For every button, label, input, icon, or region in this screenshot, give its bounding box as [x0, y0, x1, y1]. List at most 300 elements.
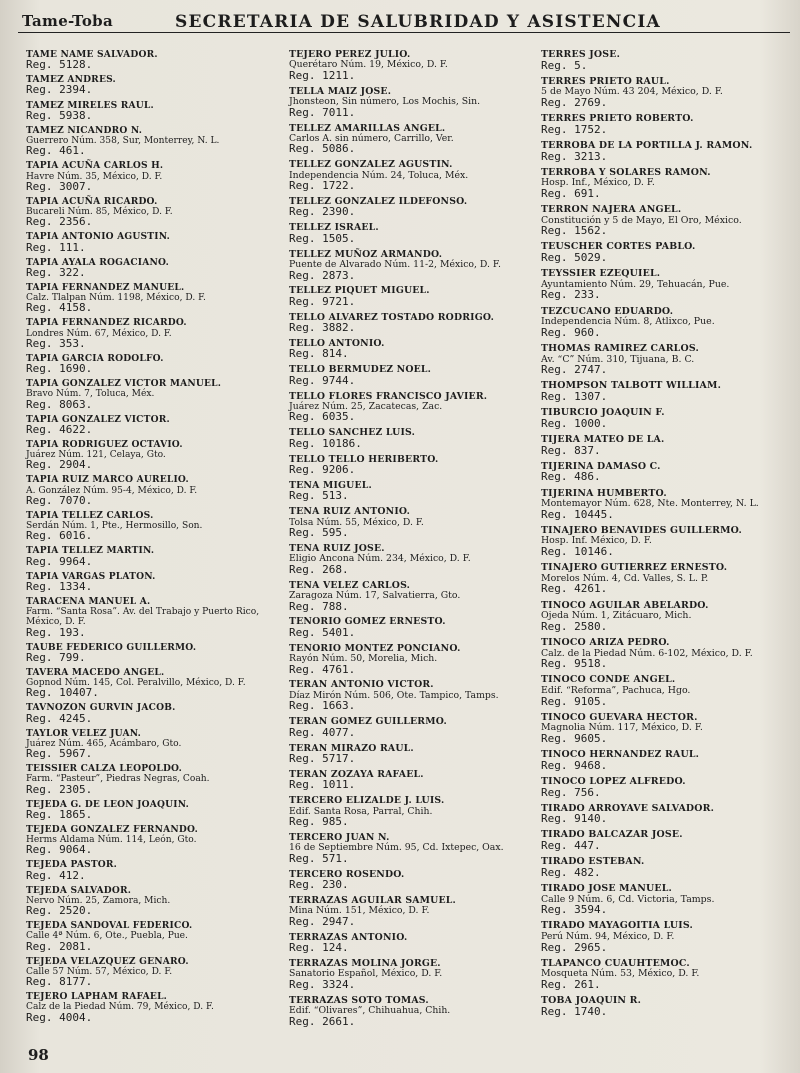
- entry-registration: Reg. 1865.: [26, 807, 93, 821]
- entry-address: Calz. de la Piedad Núm. 6-102, México, D. F.: [541, 647, 753, 659]
- entry-registration: Reg. 4622.: [26, 422, 93, 436]
- directory-entry: [26, 354, 288, 374]
- directory-entry: [26, 511, 288, 541]
- directory-entry: [541, 563, 796, 595]
- entry-name: TINAJERO GUTIERREZ ERNESTO.: [541, 562, 728, 574]
- directory-entry: [26, 101, 288, 121]
- entry-name: TERROBA Y SOLARES RAMON.: [541, 166, 711, 178]
- entry-address: Perú Núm. 94, México, D. F.: [541, 931, 675, 942]
- directory-entry: [541, 996, 796, 1017]
- entry-registration: Reg. 3324.: [289, 977, 356, 991]
- directory-entry: [26, 161, 288, 191]
- entry-registration: Reg. 7070.: [26, 493, 93, 507]
- entry-name: TELLEZ AMARILLAS ANGEL.: [289, 122, 446, 134]
- entry-registration: Reg. 353.: [26, 336, 86, 350]
- entry-address: Eligio Ancona Núm. 234, México, D. F.: [289, 553, 471, 565]
- entry-name: TINOCO HERNANDEZ RAUL.: [541, 749, 700, 761]
- entry-registration: Reg. 4158.: [26, 301, 93, 315]
- entry-name: TELLO ALVAREZ TOSTADO RODRIGO.: [289, 311, 495, 323]
- entry-name: TEZCUCANO EDUARDO.: [541, 305, 674, 317]
- entry-registration: Reg. 1211.: [289, 68, 356, 82]
- entry-registration: Reg. 230.: [289, 878, 349, 892]
- directory-entry: [541, 777, 796, 798]
- entry-registration: Reg. 1562.: [541, 224, 608, 238]
- entry-name: TERAN MIRAZO RAUL.: [289, 742, 414, 754]
- entry-address: Jhonsteon, Sin número, Los Mochis, Sin.: [289, 96, 481, 108]
- entry-registration: Reg. 4004.: [26, 1010, 93, 1024]
- entry-name: TENA RUIZ ANTONIO.: [289, 506, 411, 518]
- entry-registration: Reg. 1307.: [541, 389, 608, 403]
- entry-registration: Reg. 2305.: [26, 782, 93, 796]
- entry-registration: Reg. 9468.: [541, 758, 608, 772]
- entry-name: TAMEZ ANDRES.: [26, 74, 116, 86]
- entry-registration: Reg. 486.: [541, 470, 601, 484]
- entry-registration: Reg. 9518.: [541, 657, 608, 671]
- entry-address: Díaz Mirón Núm. 506, Ote. Tampico, Tamps.: [289, 689, 499, 701]
- entry-registration: Reg. 7011.: [289, 105, 356, 119]
- entry-registration: Reg. 9964.: [26, 554, 93, 568]
- entry-address: Carlos A. sin número, Carrillo, Ver.: [289, 132, 454, 144]
- directory-entry: [289, 833, 539, 864]
- entry-name: TARACENA MANUEL A.: [26, 596, 151, 608]
- entry-registration: Reg. 571.: [289, 851, 349, 865]
- entry-registration: Reg. 10407.: [26, 686, 99, 700]
- directory-entry: [26, 703, 288, 723]
- entry-name: TAPIA GARCIA RODOLFO.: [26, 352, 164, 364]
- directory-entry: [289, 392, 539, 423]
- entry-registration: Reg. 4077.: [289, 725, 356, 739]
- directory-entry: [26, 886, 288, 916]
- directory-entry: [289, 744, 539, 765]
- directory-entry: [289, 796, 539, 827]
- entry-name: TERRON NAJERA ANGEL.: [541, 204, 682, 216]
- entry-address: 16 de Septiembre Núm. 95, Cd. Ixtepec, Oax.: [289, 842, 504, 854]
- entry-registration: Reg. 2520.: [26, 904, 93, 918]
- directory-entry: [289, 581, 539, 612]
- entry-name: TIRADO JOSE MANUEL.: [541, 883, 672, 895]
- entry-address: Juárez Núm. 465, Acámbaro, Gto.: [26, 738, 182, 749]
- directory-entry: [541, 675, 796, 707]
- entry-address: Farm. “Pasteur”, Piedras Negras, Coah.: [26, 774, 210, 785]
- entry-name: TIRADO ESTEBAN.: [541, 856, 645, 868]
- entry-name: TERRES JOSE.: [541, 49, 621, 60]
- entry-registration: Reg. 837.: [541, 443, 601, 457]
- directory-entry: [26, 860, 288, 880]
- entry-address: Rayón Núm. 50, Morelia, Mich.: [289, 653, 438, 665]
- entry-name: TEJEDA G. DE LEON JOAQUIN.: [26, 798, 190, 810]
- directory-entry: [289, 87, 539, 118]
- entry-registration: Reg. 1752.: [541, 122, 608, 136]
- entry-registration: Reg. 3882.: [289, 321, 356, 335]
- entry-address: Ojeda Núm. 1, Zitácuaro, Mich.: [541, 610, 692, 622]
- entry-registration: Reg. 1000.: [541, 416, 608, 430]
- entry-registration: Reg. 1505.: [289, 231, 356, 245]
- entry-name: TAUBE FEDERICO GUILLERMO.: [26, 641, 197, 653]
- entry-registration: Reg. 4261.: [541, 582, 608, 596]
- directory-entry: [26, 729, 288, 759]
- entry-name: TELLO SANCHEZ LUIS.: [289, 427, 416, 439]
- directory-entry: [541, 830, 796, 851]
- directory-entry: [26, 668, 288, 698]
- entry-address: Constitución y 5 de Mayo, El Oro, México.: [541, 214, 742, 226]
- entry-name: THOMPSON TALBOTT WILLIAM.: [541, 380, 722, 392]
- entry-address: Hosp. Inf. México, D. F.: [541, 535, 652, 547]
- entry-name: TELLEZ GONZALEZ AGUSTIN.: [289, 159, 453, 171]
- entry-name: TAPIA FERNANDEZ RICARDO.: [26, 317, 187, 329]
- directory-entry: [541, 168, 796, 200]
- directory-entry: [289, 313, 539, 334]
- entry-name: TAVNOZON GURVIN JACOB.: [26, 702, 176, 714]
- directory-entry: [289, 339, 539, 360]
- entry-address: Mina Núm. 151, México, D. F.: [289, 905, 430, 917]
- entry-registration: Reg. 756.: [541, 785, 601, 799]
- entry-address: Calle 57 Núm. 57, México, D. F.: [26, 966, 173, 977]
- entry-name: TEJEDA VELAZQUEZ GENARO.: [26, 955, 189, 967]
- entry-name: TIRADO BALCAZAR JOSE.: [541, 829, 683, 841]
- entry-address: Guerrero Núm. 358, Sur, Monterrey, N. L.: [26, 136, 220, 147]
- entry-registration: Reg. 9605.: [541, 731, 608, 745]
- column-2: [289, 50, 539, 1032]
- directory-entry: [541, 307, 796, 339]
- entry-registration: Reg. 10445.: [541, 507, 614, 521]
- entry-registration: Reg. 447.: [541, 839, 601, 853]
- entry-name: TELLEZ GONZALEZ ILDEFONSO.: [289, 196, 468, 207]
- entry-address: Farm. “Santa Rosa”. Av. del Trabajo y Puerto Rico, México, D. F.: [26, 607, 260, 628]
- directory-entry: [541, 344, 796, 376]
- entry-name: TERRAZAS MOLINA JORGE.: [289, 957, 441, 969]
- entry-address: Calz. Tlalpan Núm. 1198, México, D. F.: [26, 293, 206, 304]
- entry-address: Independencia Núm. 8, Atlixco, Pue.: [541, 316, 715, 328]
- entry-registration: Reg. 8063.: [26, 397, 93, 411]
- entry-name: TIJERA MATEO DE LA.: [541, 433, 665, 445]
- entry-name: TINAJERO BENAVIDES GUILLERMO.: [541, 524, 742, 536]
- entry-address: Gopnod Núm. 145, Col. Peralvillo, México, D. F.: [26, 678, 246, 689]
- entry-registration: Reg. 2661.: [289, 1014, 356, 1028]
- directory-entry: [289, 959, 539, 990]
- entry-address: Montemayor Núm. 628, Nte. Monterrey, N. L.: [541, 498, 759, 510]
- directory-entry: [289, 680, 539, 711]
- entry-registration: Reg. 6016.: [26, 529, 93, 543]
- entry-registration: Reg. 193.: [26, 625, 86, 639]
- entry-registration: Reg. 1690.: [26, 362, 93, 376]
- entry-address: Independencia Núm. 24, Toluca, Méx.: [289, 169, 469, 181]
- entry-name: TERROBA DE LA PORTILLA J. RAMON.: [541, 139, 753, 151]
- directory-entry: [289, 365, 539, 386]
- entry-address: Serdán Núm. 1, Pte., Hermosillo, Son.: [26, 521, 203, 532]
- entry-registration: Reg. 595.: [289, 526, 349, 540]
- entry-name: TELLEZ ISRAEL.: [289, 222, 379, 234]
- entry-address: Mosqueta Núm. 53, México, D. F.: [541, 968, 700, 980]
- entry-name: TERCERO JUAN N.: [289, 831, 390, 843]
- entry-registration: Reg. 5128.: [26, 58, 93, 72]
- page-number: 98: [28, 1046, 49, 1064]
- entry-registration: Reg. 9206.: [289, 463, 356, 477]
- entry-name: TAPIA RUIZ MARCO AURELIO.: [26, 474, 189, 486]
- directory-entry: [26, 258, 288, 278]
- entry-registration: Reg. 2394.: [26, 83, 93, 97]
- directory-entry: [541, 601, 796, 633]
- entry-name: TAPIA ACUÑA RICARDO.: [26, 195, 158, 207]
- entry-registration: Reg. 322.: [26, 265, 86, 279]
- directory-entry: [26, 597, 288, 638]
- directory-entry: [289, 507, 539, 538]
- entry-name: TEJERO PEREZ JULIO.: [289, 49, 411, 60]
- entry-registration: Reg. 8177.: [26, 975, 93, 989]
- directory-entry: [26, 764, 288, 794]
- entry-registration: Reg. 2747.: [541, 363, 608, 377]
- directory-entry: [541, 638, 796, 670]
- directory-entry: [26, 440, 288, 470]
- directory-entry: [289, 250, 539, 281]
- entry-registration: Reg. 10146.: [541, 545, 614, 559]
- entry-registration: Reg. 10186.: [289, 436, 362, 450]
- directory-entry: [541, 408, 796, 429]
- entry-address: Tolsa Núm. 55, México, D. F.: [289, 516, 424, 528]
- directory-entry: [541, 435, 796, 456]
- directory-entry: [26, 379, 288, 409]
- entry-name: TERRES PRIETO RAUL.: [541, 75, 670, 87]
- directory-entry: [289, 644, 539, 675]
- entry-registration: Reg. 268.: [289, 562, 349, 576]
- entry-name: TELLO FLORES FRANCISCO JAVIER.: [289, 390, 488, 402]
- directory-entry: [289, 481, 539, 502]
- entry-address: Juárez Núm. 25, Zacatecas, Zac.: [289, 400, 443, 412]
- entry-registration: Reg. 5029.: [541, 251, 608, 265]
- entry-name: TAPIA GONZALEZ VICTOR MANUEL.: [26, 378, 222, 390]
- directory-entry: [541, 205, 796, 237]
- entry-registration: Reg. 960.: [541, 325, 601, 339]
- entry-registration: Reg. 691.: [541, 186, 601, 200]
- entry-address: Ayuntamiento Núm. 29, Tehuacán, Pue.: [541, 278, 730, 290]
- entry-registration: Reg. 985.: [289, 815, 349, 829]
- entry-registration: Reg. 4245.: [26, 711, 93, 725]
- entry-registration: Reg. 5086.: [289, 142, 356, 156]
- entry-name: TEYSSIER EZEQUIEL.: [541, 268, 661, 280]
- entry-name: TAMEZ MIRELES RAUL.: [26, 99, 154, 111]
- entry-name: TLAPANCO CUAUHTEMOC.: [541, 957, 690, 969]
- entry-address: Querétaro Núm. 19, México, D. F.: [289, 59, 448, 71]
- directory-entry: [289, 996, 539, 1027]
- directory-entry: [289, 770, 539, 791]
- directory-entry: [541, 959, 796, 991]
- entry-name: TEJEDA PASTOR.: [26, 859, 118, 871]
- entry-address: Bucareli Núm. 85, México, D. F.: [26, 207, 173, 218]
- directory-entry: [541, 489, 796, 521]
- entry-registration: Reg. 233.: [541, 288, 601, 302]
- entry-registration: Reg. 1011.: [289, 778, 356, 792]
- directory-entry: [541, 526, 796, 558]
- directory-entry: [541, 269, 796, 301]
- entry-name: TIRADO ARROYAVE SALVADOR.: [541, 802, 715, 814]
- directory-entry: [289, 544, 539, 575]
- entry-name: TAPIA VARGAS PLATON.: [26, 570, 156, 582]
- entry-registration: Reg. 6035.: [289, 410, 356, 424]
- entry-name: TAPIA GONZALEZ VICTOR.: [26, 413, 170, 425]
- entry-address: Hosp. Inf., México, D. F.: [541, 177, 655, 189]
- directory-entry: [541, 713, 796, 745]
- entry-registration: Reg. 9140.: [541, 812, 608, 826]
- directory-entry: [26, 197, 288, 227]
- entry-name: TOBA JOAQUIN R.: [541, 995, 642, 1007]
- entry-name: TELLA MAIZ JOSE.: [289, 85, 392, 97]
- entry-registration: Reg. 1334.: [26, 579, 93, 593]
- entry-address: Sanatorio Español, México, D. F.: [289, 968, 443, 980]
- directory-entry: [289, 617, 539, 638]
- entry-registration: Reg. 799.: [26, 650, 86, 664]
- directory-entry: [289, 223, 539, 244]
- entry-name: TELLO TELLO HERIBERTO.: [289, 453, 439, 465]
- column-1: [26, 50, 288, 1028]
- entry-registration: Reg. 412.: [26, 868, 86, 882]
- entry-registration: Reg. 3007.: [26, 179, 93, 193]
- entry-address: Juárez Núm. 121, Celaya, Gto.: [26, 450, 166, 461]
- directory-entry: [541, 857, 796, 878]
- entry-address: Magnolia Núm. 117, México, D. F.: [541, 722, 703, 734]
- entry-name: TAPIA FERNANDEZ MANUEL.: [26, 281, 185, 293]
- entry-name: TAPIA TELLEZ MARTIN.: [26, 545, 155, 557]
- directory-entry: [289, 197, 539, 218]
- entry-address: 5 de Mayo Núm. 43 204, México, D. F.: [541, 86, 723, 98]
- directory-entry: [26, 825, 288, 855]
- entry-name: TIRADO MAYAGOITIA LUIS.: [541, 920, 693, 932]
- entry-name: TEUSCHER CORTES PABLO.: [541, 241, 696, 253]
- directory-entry: [26, 572, 288, 592]
- entry-registration: Reg. 513.: [289, 489, 349, 503]
- entry-registration: Reg. 5717.: [289, 751, 356, 765]
- directory-entry: [26, 283, 288, 313]
- running-head-range: Tame-Toba: [22, 12, 113, 30]
- directory-entry: [289, 428, 539, 449]
- entry-name: TENORIO GOMEZ ERNESTO.: [289, 616, 446, 628]
- entry-name: THOMAS RAMIREZ CARLOS.: [541, 343, 699, 354]
- entry-registration: Reg. 2873.: [289, 268, 356, 282]
- entry-address: Bravo Núm. 7, Toluca, Méx.: [26, 389, 155, 400]
- directory-entry: [26, 318, 288, 348]
- entry-name: TERAN ANTONIO VICTOR.: [289, 679, 434, 691]
- entry-registration: Reg. 9064.: [26, 843, 93, 857]
- entry-name: TAMEZ NICANDRO N.: [26, 124, 143, 136]
- column-3: [541, 50, 796, 1023]
- entry-registration: Reg. 2947.: [289, 914, 356, 928]
- entry-address: Nervo Núm. 25, Zamora, Mich.: [26, 895, 171, 906]
- entry-name: TINOCO GUEVARA HECTOR.: [541, 711, 698, 723]
- directory-entry: [289, 933, 539, 954]
- entry-address: Morelos Núm. 4, Cd. Valles, S. L. P.: [541, 572, 709, 584]
- page-header: [0, 6, 800, 32]
- entry-name: TERRAZAS ANTONIO.: [289, 931, 408, 943]
- entry-name: TEJEDA GONZALEZ FERNANDO.: [26, 824, 198, 835]
- entry-name: TENORIO MONTEZ PONCIANO.: [289, 642, 461, 654]
- directory-entry: [541, 884, 796, 916]
- directory-entry: [26, 643, 288, 663]
- directory-entry: [541, 50, 796, 71]
- directory-entry: [26, 475, 288, 505]
- entry-registration: Reg. 124.: [289, 941, 349, 955]
- entry-name: TEJERO LAPHAM RAFAEL.: [26, 991, 168, 1003]
- header-rule: [18, 32, 790, 33]
- entry-name: TENA VELEZ CARLOS.: [289, 579, 411, 591]
- running-head-title: SECRETARIA DE SALUBRIDAD Y ASISTENCIA: [175, 12, 661, 32]
- directory-entry: [541, 141, 796, 162]
- entry-name: TAPIA ANTONIO AGUSTIN.: [26, 231, 170, 243]
- entry-name: TENA RUIZ JOSE.: [289, 542, 385, 554]
- directory-entry: [26, 992, 288, 1022]
- entry-address: Herms Aldama Núm. 114, León, Gto.: [26, 835, 197, 846]
- directory-entry: [541, 921, 796, 953]
- entry-registration: Reg. 788.: [289, 599, 349, 613]
- directory-entry: [289, 124, 539, 155]
- entry-registration: Reg. 9105.: [541, 694, 608, 708]
- directory-entry: [541, 381, 796, 402]
- entry-registration: Reg. 2769.: [541, 95, 608, 109]
- entry-name: TAME NAME SALVADOR.: [26, 49, 158, 60]
- directory-entry: [289, 870, 539, 891]
- entry-name: TERRAZAS SOTO TOMAS.: [289, 994, 429, 1006]
- entry-address: Av. “C” Núm. 310, Tijuana, B. C.: [541, 353, 695, 365]
- directory-entry: [26, 415, 288, 435]
- entry-address: Edif. Santa Rosa, Parral, Chih.: [289, 805, 433, 817]
- directory-entry: [26, 232, 288, 252]
- entry-registration: Reg. 3213.: [541, 149, 608, 163]
- entry-registration: Reg. 1740.: [541, 1004, 608, 1018]
- entry-name: TIJERINA HUMBERTO.: [541, 487, 667, 499]
- entry-registration: Reg. 5.: [541, 58, 588, 72]
- entry-name: TINOCO CONDE ANGEL.: [541, 674, 676, 686]
- entry-registration: Reg. 2580.: [541, 619, 608, 633]
- directory-entry: [26, 50, 288, 70]
- entry-name: TELLO ANTONIO.: [289, 337, 385, 349]
- entry-name: TAPIA ACUÑA CARLOS H.: [26, 160, 164, 172]
- entry-registration: Reg. 2904.: [26, 458, 93, 472]
- entry-registration: Reg. 1722.: [289, 179, 356, 193]
- directory-entry: [26, 75, 288, 95]
- entry-name: TAVERA MACEDO ANGEL.: [26, 666, 165, 678]
- directory-entry: [289, 455, 539, 476]
- entry-name: TELLO BERMUDEZ NOEL.: [289, 364, 432, 376]
- entry-registration: Reg. 9721.: [289, 294, 356, 308]
- entry-address: A. González Núm. 95-4, México, D. F.: [26, 485, 198, 496]
- directory-entry: [541, 750, 796, 771]
- directory-entry: [26, 546, 288, 566]
- entry-name: TIJERINA DAMASO C.: [541, 460, 661, 472]
- directory-entry: [289, 896, 539, 927]
- entry-registration: Reg. 461.: [26, 144, 86, 158]
- directory-entry: [26, 921, 288, 951]
- entry-address: Edif. “Reforma”, Pachuca, Hgo.: [541, 684, 691, 696]
- entry-address: Calle 9 Núm. 6, Cd. Victoria, Tamps.: [541, 893, 715, 905]
- entry-registration: Reg. 5967.: [26, 747, 93, 761]
- directory-entry: [289, 50, 539, 81]
- entry-registration: Reg. 2390.: [289, 205, 356, 219]
- directory-entry: [289, 160, 539, 191]
- entry-registration: Reg. 814.: [289, 347, 349, 361]
- entry-name: TAPIA RODRIGUEZ OCTAVIO.: [26, 439, 183, 450]
- directory-entry: [289, 717, 539, 738]
- entry-name: TERCERO ROSENDO.: [289, 868, 405, 880]
- entry-address: Calle 4ª Núm. 6, Ote., Puebla, Pue.: [26, 931, 188, 942]
- entry-name: TERAN ZOZAYA RAFAEL.: [289, 768, 424, 780]
- entry-name: TELLEZ PIQUET MIGUEL.: [289, 285, 430, 297]
- entry-registration: Reg. 5938.: [26, 108, 93, 122]
- directory-entry: [541, 462, 796, 483]
- entry-registration: Reg. 261.: [541, 977, 601, 991]
- directory-entry: [541, 77, 796, 109]
- entry-address: Londres Núm. 67, México, D. F.: [26, 328, 172, 339]
- entry-address: Havre Núm. 35, México, D. F.: [26, 171, 163, 182]
- entry-address: Puente de Alvarado Núm. 11-2, México, D. F.: [289, 259, 501, 271]
- directory-entry: [26, 800, 288, 820]
- entry-name: TELLEZ MUÑOZ ARMANDO.: [289, 248, 443, 260]
